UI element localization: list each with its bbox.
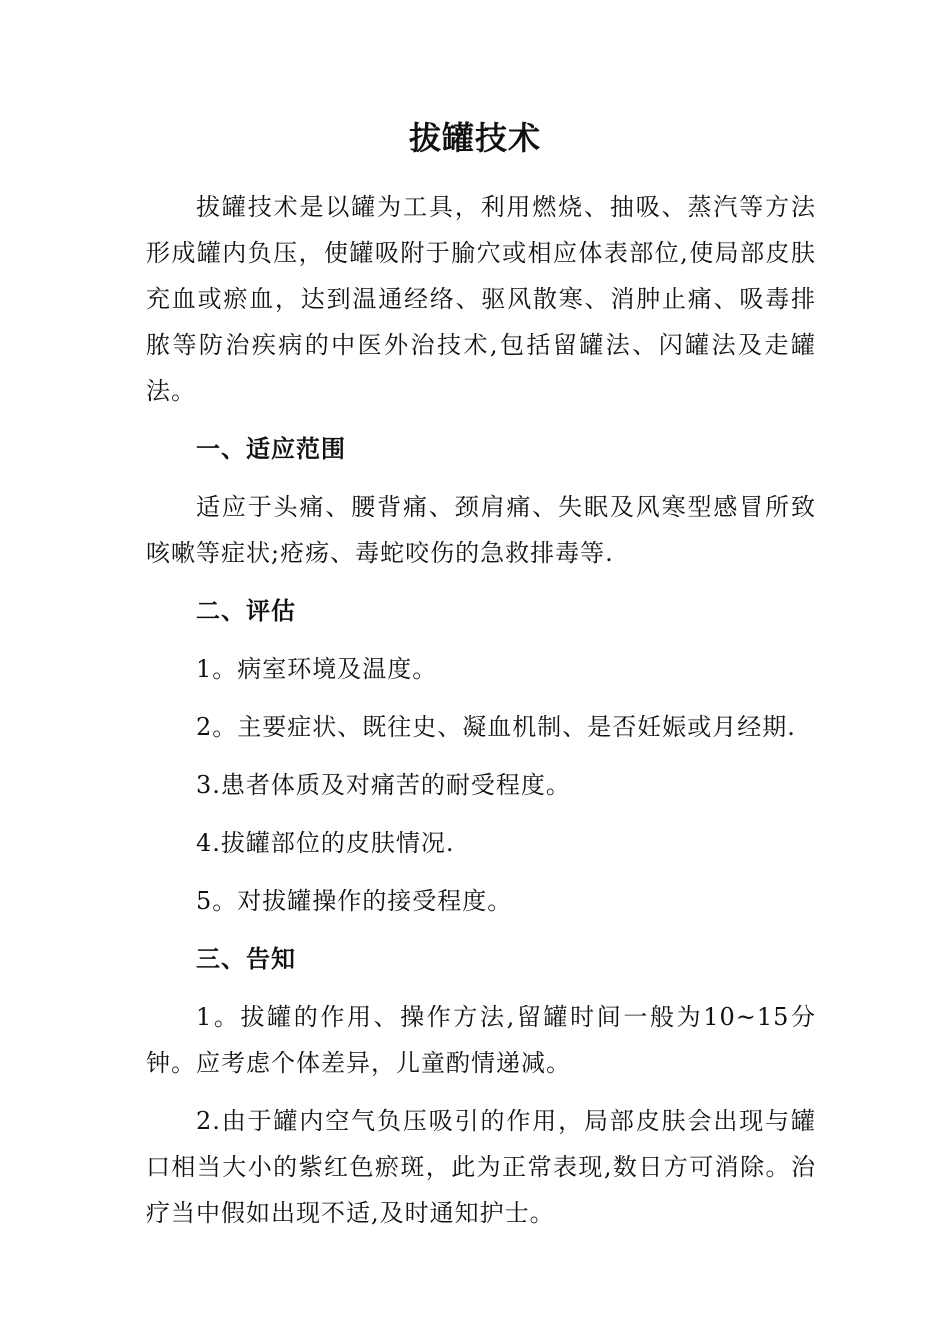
assessment-item-2: 2。主要症状、既往史、凝血机制、是否妊娠或月经期. [196, 713, 796, 741]
assessment-item-4: 4.拔罐部位的皮肤情况. [196, 829, 455, 857]
scope-paragraph: 适应于头痛、腰背痛、颈肩痛、失眠及风寒型感冒所致咳嗽等症状;疮疡、毒蛇咬伤的急救排毒等. [146, 493, 816, 567]
notification-item-2: 2.由于罐内空气负压吸引的作用，局部皮肤会出现与罐口相当大小的紫红色瘀斑，此为正常表现,数日方可消除。治疗当中假如出现不适,及时通知护士。 [146, 1107, 816, 1227]
assessment-item-3: 3.患者体质及对痛苦的耐受程度。 [196, 771, 571, 799]
document-body [146, 184, 816, 1236]
assessment-item-1: 1。病室环境及温度。 [196, 655, 438, 683]
section-heading-assessment: 二、评估 [196, 597, 296, 625]
notification-item-1: 1。拔罐的作用、操作方法,留罐时间一般为10~15分钟。应考虑个体差异，儿童酌情递减。 [146, 1003, 816, 1077]
section-heading-scope: 一、适应范围 [196, 435, 346, 463]
document-title: 拔罐技术 [408, 119, 541, 157]
section-heading-notification: 三、告知 [196, 945, 296, 973]
intro-paragraph: 拔罐技术是以罐为工具，利用燃烧、抽吸、蒸汽等方法形成罐内负压，使罐吸附于腧穴或相应体表部位,使局部皮肤充血或瘀血，达到温通经络、驱风散寒、消肿止痛、吸毒排脓等防治疾病的中医外治技术,包括留罐法、闪罐法及走罐法。 [146, 193, 816, 405]
assessment-item-5: 5。对拔罐操作的接受程度。 [196, 887, 513, 915]
